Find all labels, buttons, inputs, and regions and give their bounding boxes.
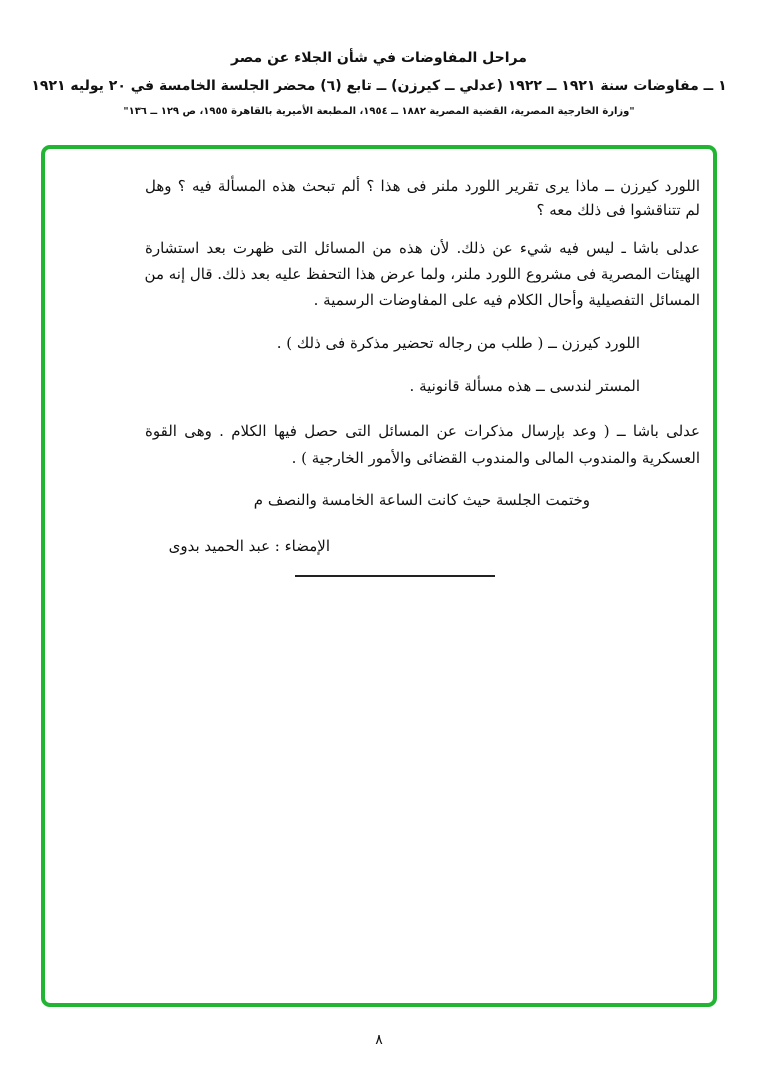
page-number: ٨ [375, 1032, 383, 1048]
paragraph-line: الهيئات المصرية فى مشروع اللورد ملنر، ولما عرض هذا التحفظ عليه بعد ذلك. قال إنه من [144, 265, 700, 283]
paragraph-line: اللورد كيرزن ــ ماذا يرى تقرير اللورد ملنر فى هذا ؟ ألم تبحث هذه المسألة فيه ؟ وهل [145, 177, 700, 195]
paragraph-line: عدلى باشا ـ ليس فيه شيء عن ذلك. لأن هذه من المسائل التى ظهرت بعد استشارة [145, 239, 700, 257]
document-subtitle: ١ ــ مفاوضات سنة ١٩٢١ ــ ١٩٢٢ (عدلي ــ كيرزن) ــ تابع (٦) محضر الجلسة الخامسة في ٢٠ يوليه ١٩٢١ [31, 78, 727, 94]
closing-line: وختمت الجلسة حيث كانت الساعة الخامسة والنصف م [253, 491, 590, 509]
document-title: مراحل المفاوضات في شأن الجلاء عن مصر [231, 50, 527, 66]
source-citation: "وزارة الخارجية المصرية، القضية المصرية ١٨٨٢ ــ ١٩٥٤، المطبعة الأميرية بالقاهرة ١٩٥٥، ص ١٢٩ ــ ١٣٦" [123, 106, 635, 117]
paragraph-line: عدلى باشا ــ ( وعد بإرسال مذكرات عن المسائل التى حصل فيها الكلام . وهى القوة [145, 422, 700, 440]
paragraph-line: لم تتناقشوا فى ذلك معه ؟ [536, 201, 700, 219]
paragraph-line: العسكرية والمندوب المالى والمندوب القضائى والأمور الخارجية ) . [291, 449, 700, 467]
paragraph-line: اللورد كيرزن ــ ( طلب من رجاله تحضير مذكرة فى ذلك ) . [276, 334, 640, 352]
signature-line: الإمضاء : عبد الحميد بدوى [168, 537, 330, 555]
paragraph-line: المستر لندسى ــ هذه مسألة قانونية . [409, 377, 640, 395]
divider-rule [295, 575, 495, 577]
paragraph-line: المسائل التفصيلية وأحال الكلام فيه على المفاوضات الرسمية . [313, 291, 700, 309]
